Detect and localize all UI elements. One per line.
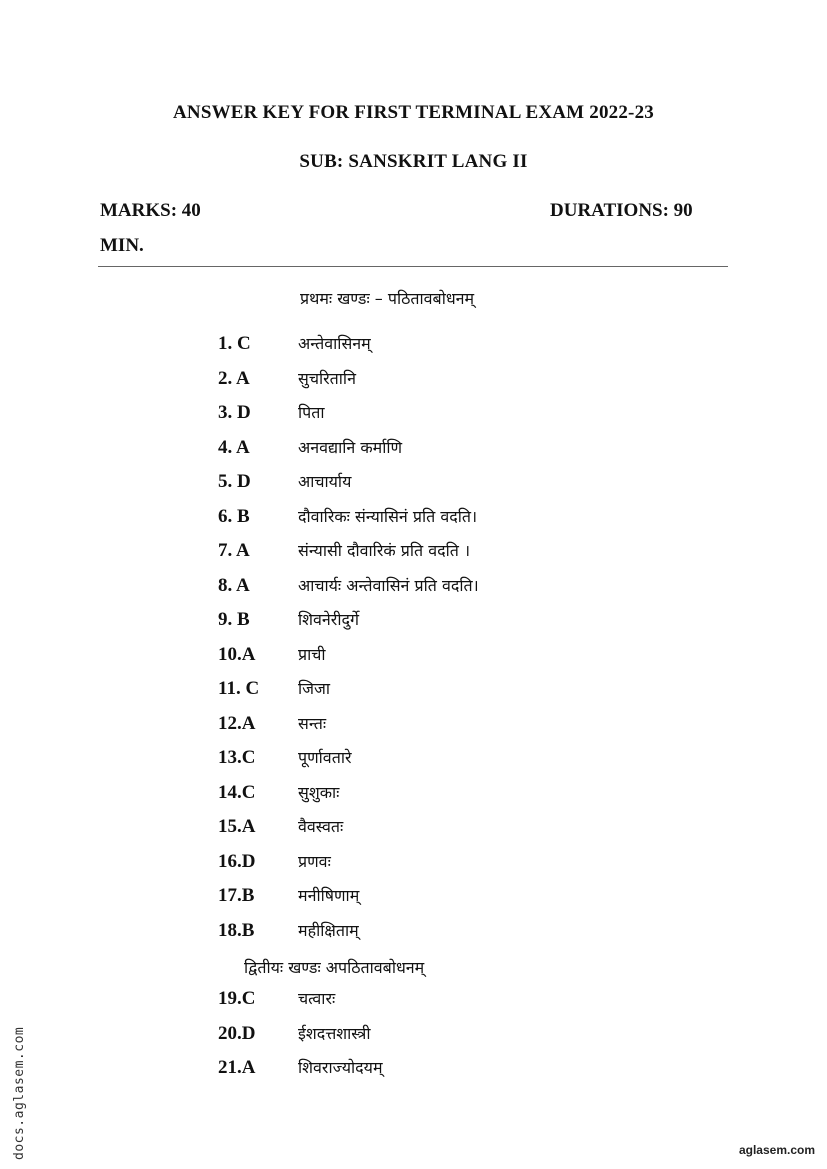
answer-text: आचार्यः अन्तेवासिनं प्रति वदति।	[298, 575, 479, 595]
answer-text: पिता	[298, 403, 325, 422]
answer-text: संन्यासी दौवारिकं प्रति वदति ।	[298, 541, 471, 560]
document-title: ANSWER KEY FOR FIRST TERMINAL EXAM 2022-23	[173, 102, 654, 123]
answer-text: प्रणवः	[298, 851, 331, 871]
answer-row	[218, 1022, 371, 1052]
section1-heading: प्रथमः खण्डः – पठितावबोधनम्	[300, 289, 475, 308]
question-number-option: 16.D	[218, 850, 256, 872]
answer-text: दौवारिकः संन्यासिनं प्रति वदति।	[298, 506, 478, 526]
answer-row	[218, 987, 335, 1017]
answer-text: प्राची	[298, 644, 326, 664]
question-number-option: 7. A	[218, 540, 250, 561]
answer-text: शिवनेरीदुर्गे	[298, 610, 359, 629]
subject-line: SUB: SANSKRIT LANG II	[299, 151, 528, 172]
question-number-option: 9. B	[218, 609, 250, 630]
answer-row	[218, 884, 359, 914]
answer-text: अन्तेवासिनम्	[298, 334, 371, 353]
answer-row	[218, 643, 326, 673]
question-number-option: 4. A	[218, 436, 250, 458]
answer-text: वैवस्वतः	[298, 817, 344, 836]
answer-text: महीक्षिताम्	[298, 920, 359, 940]
answer-row	[218, 919, 359, 949]
answer-row	[218, 470, 351, 500]
answer-row	[218, 677, 330, 707]
answer-row	[218, 850, 331, 880]
answer-row	[218, 781, 339, 811]
answer-text: मनीषिणाम्	[298, 886, 360, 905]
section2-heading: द्वितीयः खण्डः अपठितावबोधनम्	[244, 958, 425, 977]
answer-row	[218, 436, 402, 466]
side-watermark: docs.aglasem.com	[12, 1026, 27, 1160]
question-number-option: 17.B	[218, 885, 255, 906]
answer-text: ईशदत्तशास्त्री	[298, 1023, 371, 1043]
answer-row	[218, 746, 352, 776]
answer-row	[218, 332, 371, 362]
question-number-option: 3. D	[218, 402, 251, 423]
question-number-option: 21.A	[218, 1057, 256, 1078]
question-number-option: 19.C	[218, 988, 256, 1009]
answer-row	[218, 608, 359, 638]
question-number-option: 1. C	[218, 333, 251, 354]
duration-label: DURATIONS: 90	[550, 200, 693, 221]
question-number-option: 8. A	[218, 574, 250, 596]
answer-row	[218, 505, 477, 535]
marks-label: MARKS: 40	[100, 200, 201, 221]
answer-row	[218, 539, 470, 569]
question-number-option: 12.A	[218, 712, 256, 734]
answer-text: सन्तः	[298, 713, 327, 733]
answer-text: जिजा	[298, 679, 331, 698]
answer-row	[218, 712, 326, 742]
answer-text: सुशुकाः	[298, 782, 340, 802]
question-number-option: 10.A	[218, 643, 256, 665]
question-number-option: 20.D	[218, 1022, 256, 1044]
answer-row	[218, 401, 325, 431]
answer-row	[218, 367, 356, 397]
footer-brand: aglasem.com	[738, 1143, 815, 1157]
answer-row	[218, 815, 343, 845]
answer-row	[218, 1056, 383, 1086]
duration-unit-label: MIN.	[100, 235, 144, 256]
answer-text: चत्वारः	[298, 989, 336, 1008]
question-number-option: 6. B	[218, 505, 250, 527]
question-number-option: 14.C	[218, 781, 256, 803]
question-number-option: 13.C	[218, 747, 256, 768]
answer-text: पूर्णावतारे	[298, 748, 352, 767]
question-number-option: 11. C	[218, 678, 260, 699]
question-number-option: 2. A	[218, 367, 250, 389]
answer-text: अनवद्यानि कर्माणि	[298, 437, 403, 457]
question-number-option: 15.A	[218, 816, 256, 837]
question-number-option: 18.B	[218, 919, 255, 941]
question-number-option: 5. D	[218, 471, 251, 492]
answer-text: आचार्याय	[298, 472, 352, 491]
answer-text: शिवराज्योदयम्	[298, 1058, 383, 1077]
answer-text: सुचरितानि	[298, 368, 356, 388]
answer-row	[218, 574, 479, 604]
header-divider	[98, 266, 728, 267]
